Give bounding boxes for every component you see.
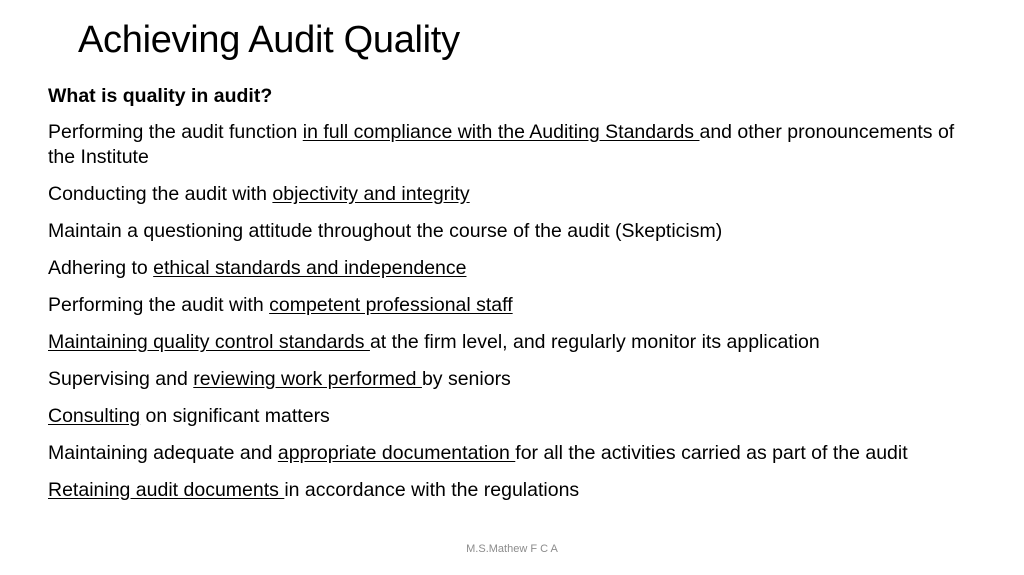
- section-heading: What is quality in audit?: [48, 85, 273, 107]
- text: Maintaining adequate and: [48, 442, 278, 464]
- underlined-text: reviewing work performed: [193, 368, 422, 390]
- text: by seniors: [421, 368, 511, 390]
- text: at the firm level, and regularly monitor its application: [369, 331, 820, 353]
- bullet-retention: [48, 478, 978, 503]
- bullet-skepticism: [48, 219, 978, 244]
- underlined-text: appropriate documentation: [277, 442, 516, 464]
- underlined-text: in full compliance with the Auditing Standards: [302, 121, 700, 143]
- bullet-supervision: [48, 367, 978, 392]
- text: for all the activities carried as part of the audit: [515, 442, 908, 464]
- underlined-text: Maintaining quality control standards: [48, 331, 370, 353]
- text: and other pronouncements of the Institute: [48, 121, 955, 168]
- underlined-text: competent professional staff: [269, 294, 513, 316]
- underlined-text: Retaining audit documents: [48, 479, 285, 501]
- text: Maintain a questioning attitude throughout the course of the audit (Skepticism): [48, 220, 723, 242]
- text: Supervising and: [48, 368, 194, 390]
- text: Conducting the audit with: [48, 183, 273, 205]
- bullet-objectivity: [48, 182, 978, 207]
- slide-title: Achieving Audit Quality: [78, 19, 460, 61]
- text: in accordance with the regulations: [284, 479, 580, 501]
- bullet-consulting: [48, 404, 978, 429]
- underlined-text: objectivity and integrity: [272, 183, 470, 205]
- bullet-documentation: [48, 441, 978, 466]
- bullet-compliance: [48, 120, 978, 170]
- text: Performing the audit with: [48, 294, 270, 316]
- slide-body: [48, 84, 978, 515]
- slide-footer: M.S.Mathew F C A: [466, 543, 558, 555]
- bullet-staff: [48, 293, 978, 318]
- bullet-quality-control: [48, 330, 978, 355]
- text: Adhering to: [48, 257, 154, 279]
- underlined-text: Consulting: [48, 405, 141, 427]
- text: on significant matters: [140, 405, 330, 427]
- bullet-ethics: [48, 256, 978, 281]
- underlined-text: ethical standards and independence: [153, 257, 467, 279]
- text: Performing the audit function: [48, 121, 303, 143]
